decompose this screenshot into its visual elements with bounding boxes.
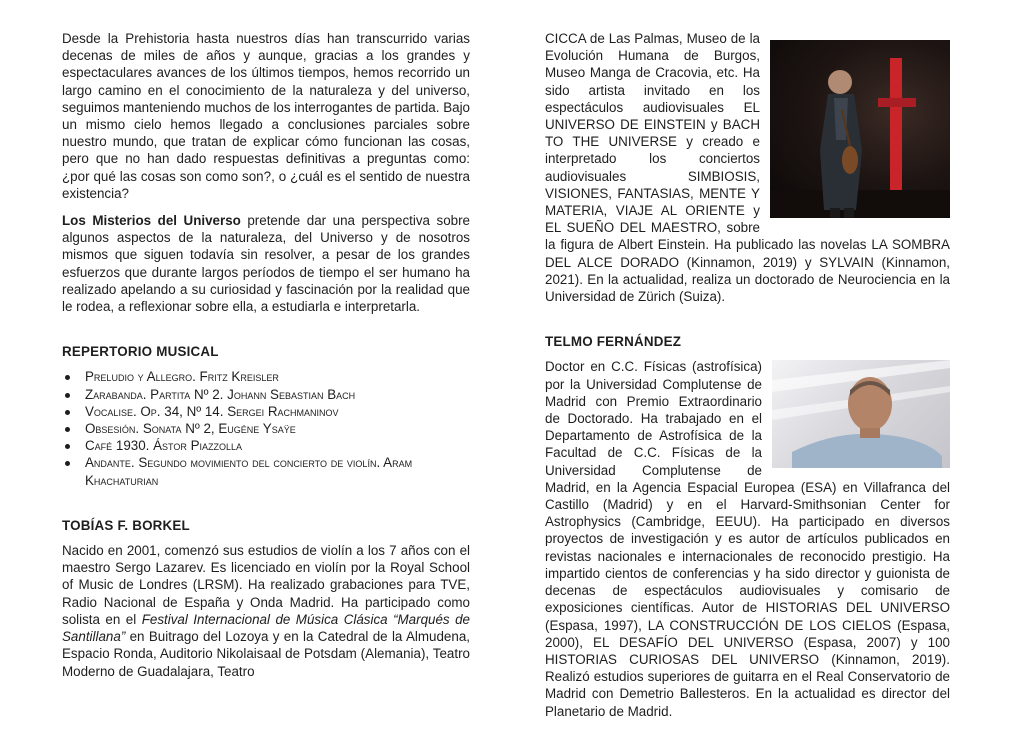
fernandez-heading: TELMO FERNÁNDEZ: [545, 334, 682, 350]
borkel-heading: TOBÍAS F. BORKEL: [62, 517, 190, 533]
list-item: Café 1930. Ástor Piazzolla: [62, 437, 470, 454]
repertorio-list: [62, 368, 470, 488]
list-item: Zarabanda. Partita Nº 2. Johann Sebastian Bach: [62, 386, 470, 403]
misterios-paragraph: [62, 212, 470, 315]
show-title: Los Misterios del Universo: [62, 213, 241, 229]
festival-name: Festival Internacional de Música Clásica “Marqués de Santillana”: [62, 611, 470, 645]
borkel-photo: [770, 40, 950, 218]
fernandez-bio: Doctor en C.C. Físicas (astrofísica) por la Universidad Complutense de Madrid con Premio Extraordinario de Doctorado. Ha trabajado en el Departamento de Astrofísica de la Facultad de C.C. Físicas de la Universidad Complutense de Madrid, en la Agencia Espacial Europea (ESA) en Villafranca del Castillo (Madrid) y en el Harvard-Smithsonian Center for Astrophysics (Cambridge, EEUU). Ha participado en diversos proyectos de investigación y es autor de artículos publicados en revistas nacionales e internacionales de reconocido prestigio. Ha impartido cientos de conferencias y ha sido director y guionista de decenas de espectáculos audiovisuales y comisario de exposiciones científicas. Autor de HISTORIAS DEL UNIVERSO (Espasa, 1997), LA CONSTRUCCIÓN DE LOS CIELOS (Espasa, 2000), EL DESAFÍO DEL UNIVERSO (Espasa, 2007) y 100 HISTORIAS CURIOSAS DEL UNIVERSO (Kinnamon, 2019). Realizó estudios superiores de guitarra en el Real Conservatorio de Madrid con Demetrio Ballesteros. En la actualidad es director del Planetario de Madrid.: [545, 359, 950, 719]
borkel-bio-continued: CICCA de Las Palmas, Museo de la Evolución Humana de Burgos, Museo Manga de Cracovia, etc. Ha sido artista invitado en los espectáculos audiovisuales EL UNIVERSO DE EINSTEIN y BACH TO THE UNIVERSE y creado e interpretado los conciertos audiovisuales SIMBIOSIS, VISIONES, FANTASIAS, MENTE Y MATERIA, VIAJE AL ORIENTE y EL SUEÑO DEL MAESTRO, sobre la figura de Albert Einstein. Ha publicado las novelas LA SOMBRA DEL ALCE DORADO (Kinnamon, 2019) y SYLVAIN (Kinnamon, 2021). En la actualidad, realiza un doctorado de Neurociencia en la Universidad de Zürich (Suiza).: [545, 31, 950, 305]
left-column: [62, 30, 470, 690]
right-column: [545, 30, 950, 730]
repertorio-heading: REPERTORIO MUSICAL: [62, 344, 219, 360]
misterios-text: pretende dar una perspectiva sobre algunos aspectos de la naturaleza, del Universo y de nosotros mismos que siguen todavía sin resolver, a pesar de los grandes esfuerzos que durante largos períodos de tiempo el ser humano ha realizado apelando a su curiosidad y fascinación por la realidad que le rodea, a reflexionar sobre ella, a estudiarla e interpretarla.: [62, 213, 470, 315]
borkel-bio-text-2: en Buitrago del Lozoya y en la Catedral de la Almudena, Espacio Ronda, Auditorio Nikolaisaal de Potsdam (Alemania), Teatro Moderno de Guadalajara, Teatro: [62, 629, 470, 679]
list-item: Obsesión. Sonata Nº 2, Eugéne Ysaÿe: [62, 420, 470, 437]
borkel-bio: [62, 542, 470, 680]
violinist-image: [770, 40, 950, 218]
portrait-image: [772, 360, 950, 468]
list-item: Preludio y Allegro. Fritz Kreisler: [62, 368, 470, 385]
list-item: Andante. Segundo movimiento del concierto de violín. Aram Khachaturian: [62, 454, 470, 488]
fernandez-photo: [772, 360, 950, 468]
intro-paragraph: Desde la Prehistoria hasta nuestros días han transcurrido varias decenas de miles de años y aunque, gracias a los grandes y espectaculares avances de los últimos tiempos, hemos recorrido un largo camino en el conocimiento de la naturaleza y del universo, seguimos manteniendo muchos de los interrogantes de partida. Bajo un mismo cielo hemos llegado a conclusiones parciales sobre nuestro mundo, que tratan de explicar cómo funcionan las cosas, pero que no han dado respuestas definitivas a preguntas como: ¿por qué las cosas son como son?, o ¿cuál es el sentido de nuestra existencia?: [62, 31, 470, 201]
borkel-bio-text: Nacido en 2001, comenzó sus estudios de violín a los 7 años con el maestro Sergo Lazarev. Es licenciado en violín por la Royal School of Music de Londres (LRSM). Ha realizado grabaciones para TVE, Radio Nacional de España y Onda Madrid. Ha participado como solista en el: [62, 543, 470, 627]
list-item: Vocalise. Op. 34, Nº 14. Sergei Rachmaninov: [62, 403, 470, 420]
